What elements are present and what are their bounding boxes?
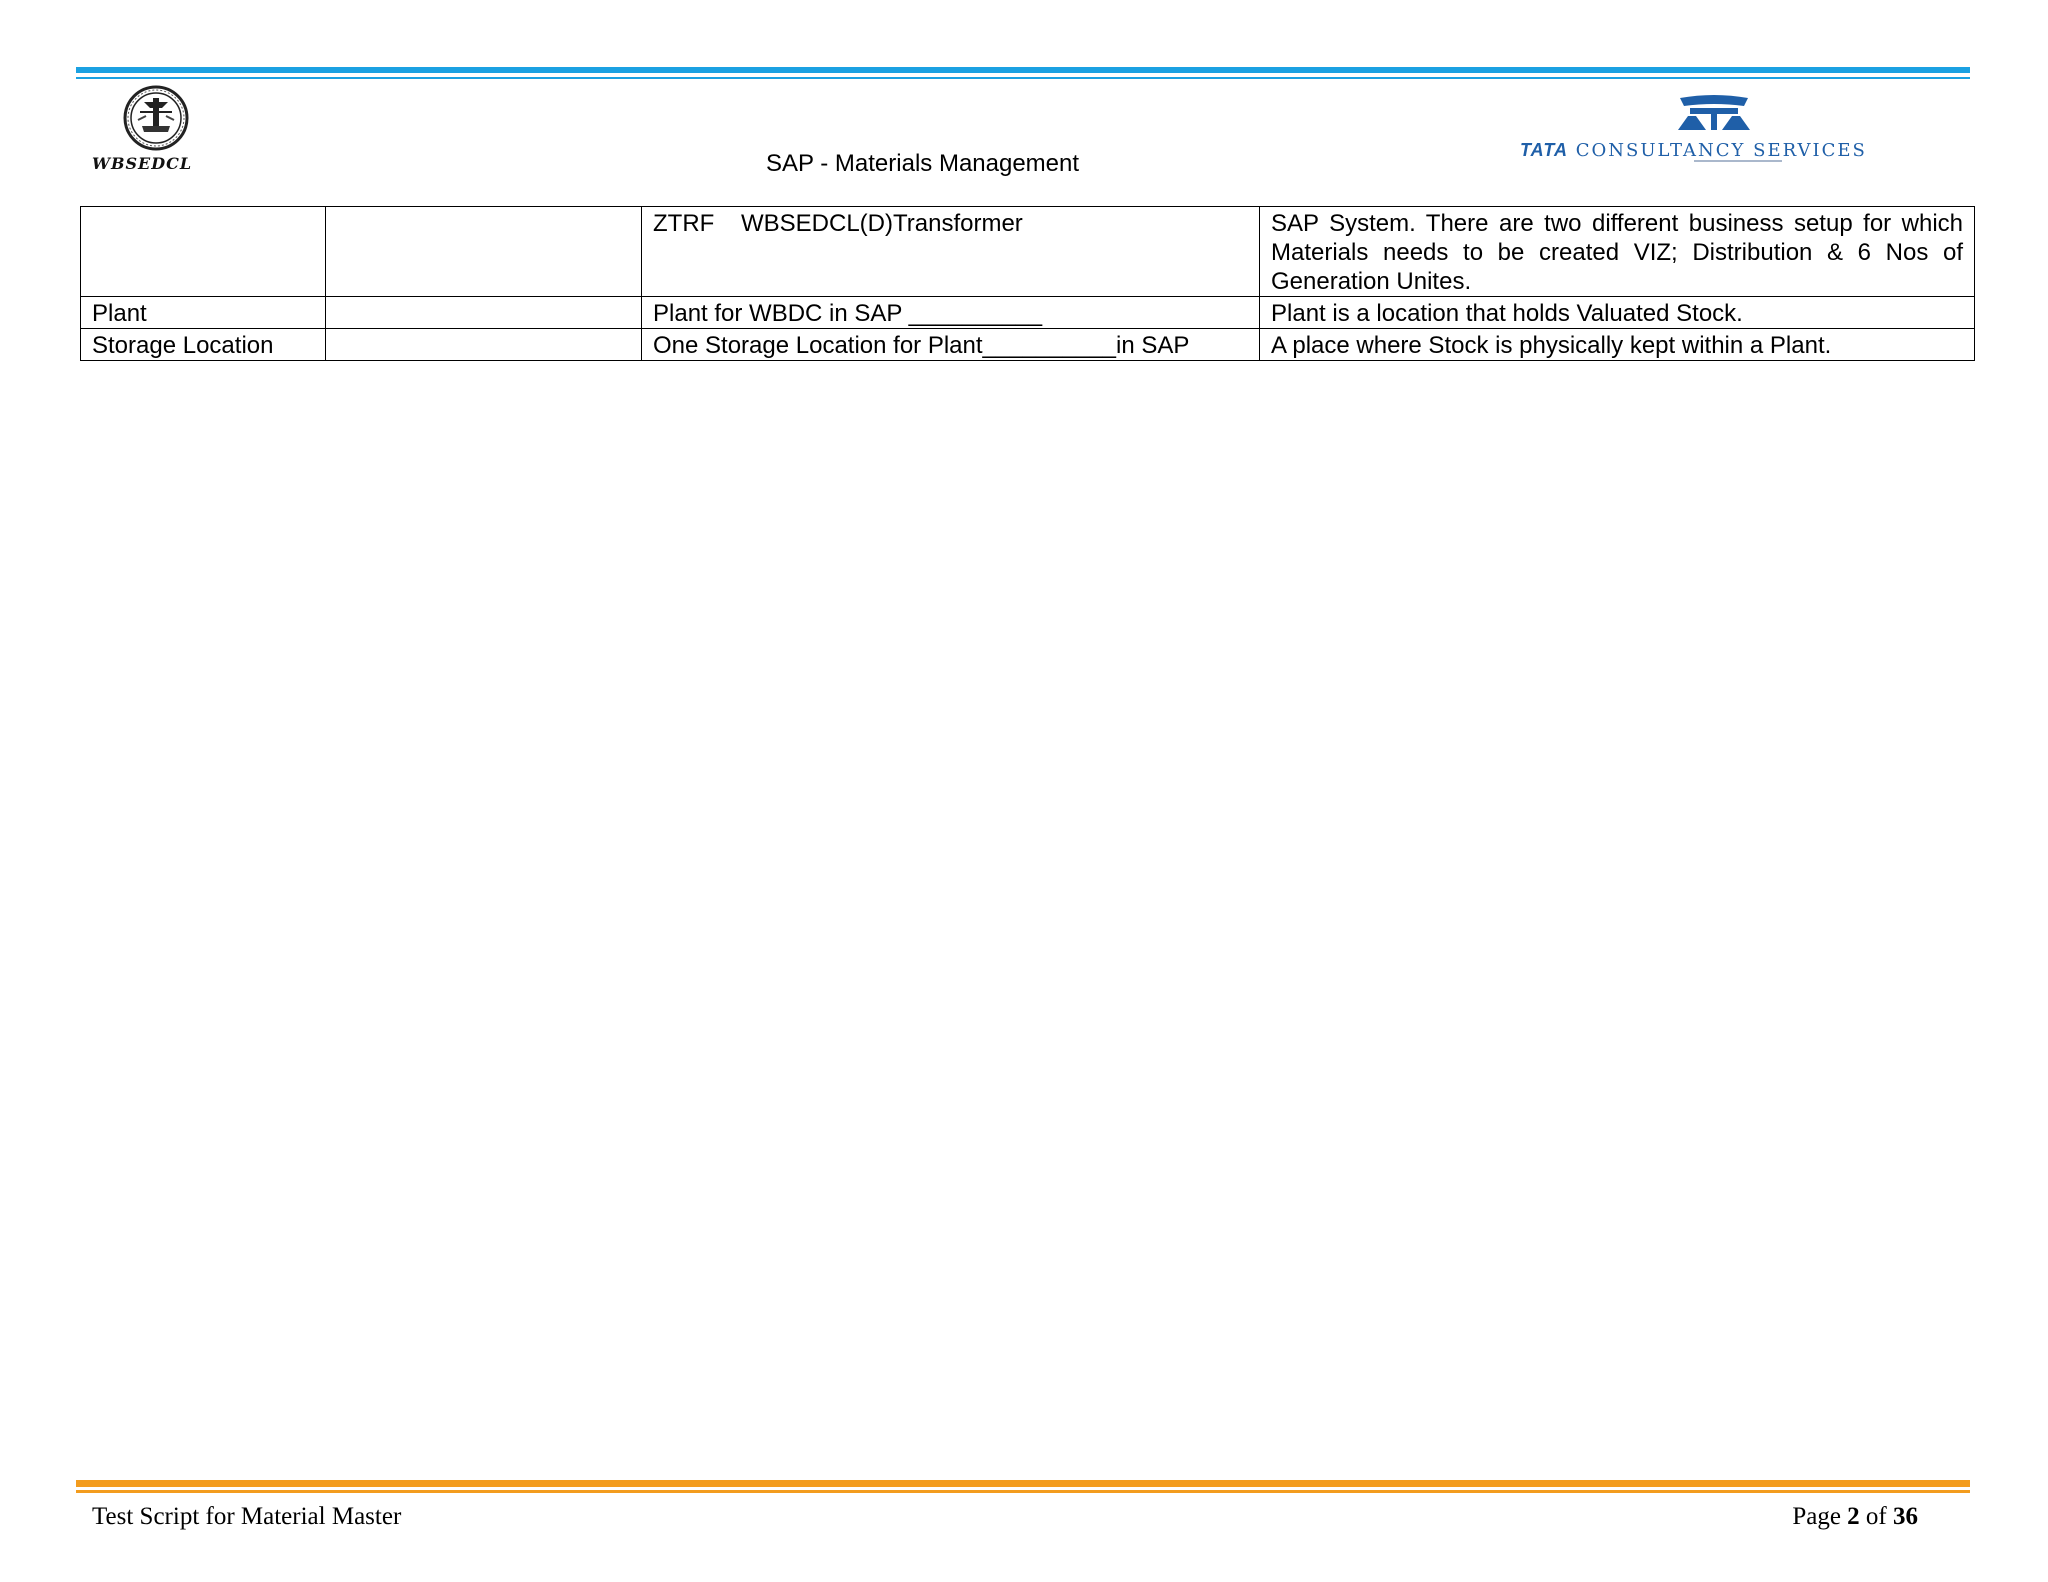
table-cell: A place where Stock is physically kept within a Plant.: [1260, 329, 1975, 361]
header-rule-thin: [76, 77, 1970, 79]
table-cell: Plant: [81, 297, 326, 329]
tcs-wordmark-brand: TATA: [1520, 140, 1568, 160]
tcs-wordmark-rest: CONSULTANCY SERVICES: [1575, 140, 1867, 161]
page-current: 2: [1847, 1503, 1860, 1530]
page-header-title: SAP - Materials Management: [766, 150, 1080, 177]
table-cell: [326, 329, 642, 361]
tata-logo-icon: [1518, 94, 1964, 174]
wbsedcl-logo-text: WBSEDCL: [92, 154, 193, 173]
table-row: [81, 207, 1975, 297]
material-table: [80, 206, 1975, 361]
table-cell: SAP System. There are two different business setup for which Materials needs to be created VIZ; Distribution & 6 Nos of Generation Unites.: [1260, 207, 1975, 297]
table-cell: [326, 207, 642, 297]
page-total: 36: [1893, 1503, 1918, 1530]
table-row: [81, 329, 1975, 361]
footer-document-title: Test Script for Material Master: [92, 1503, 402, 1530]
table-cell: [81, 207, 326, 297]
footer-rule-thin: [76, 1490, 1970, 1493]
table-cell: Plant is a location that holds Valuated Stock.: [1260, 297, 1975, 329]
table-cell: Storage Location: [81, 329, 326, 361]
table-row: [81, 297, 1975, 329]
page-of: of: [1865, 1503, 1887, 1530]
tcs-wordmark: [1520, 140, 1966, 161]
page-number: [1792, 1503, 1918, 1531]
table-cell: Plant for WBDC in SAP __________: [642, 297, 1260, 329]
table-cell: ZTRF WBSEDCL(D)Transformer: [642, 207, 1260, 297]
table-cell: One Storage Location for Plant__________in SAP: [642, 329, 1260, 361]
table-cell: [326, 297, 642, 329]
page-prefix: Page: [1792, 1503, 1841, 1530]
footer-rule: [76, 1480, 1970, 1487]
header-rule: [76, 67, 1970, 73]
